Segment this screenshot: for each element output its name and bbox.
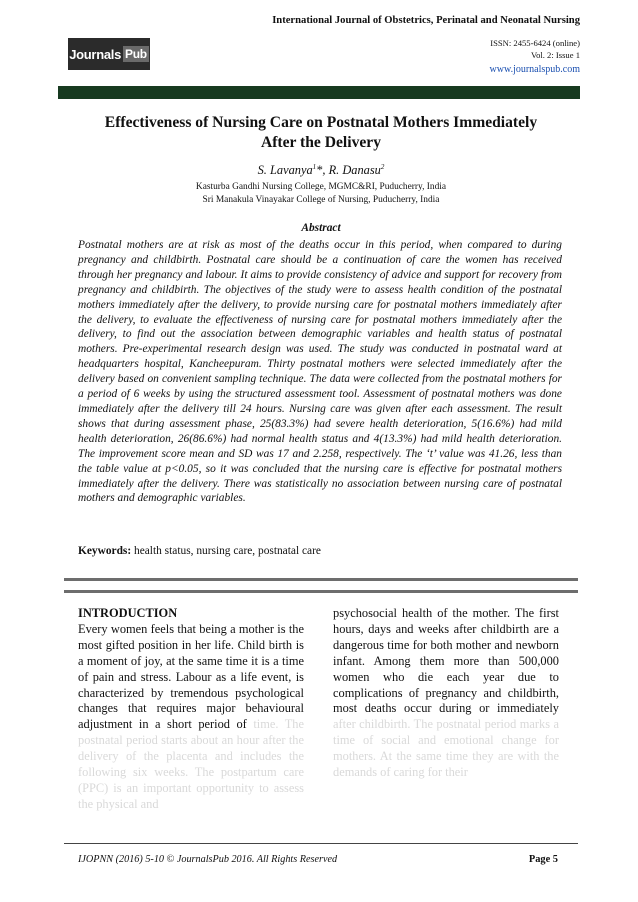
- keywords-text: health status, nursing care, postnatal care: [131, 545, 321, 557]
- logo-text: Journals: [69, 46, 122, 62]
- section-divider-bottom: [64, 590, 578, 593]
- article-title: [78, 113, 564, 153]
- journal-name: International Journal of Obstetrics, Perinatal and Neonatal Nursing: [272, 15, 580, 26]
- left-column-faded-text: time. The postnatal period starts about an hour after the delivery of the placenta and includes the following six weeks. The postpartum care (PPC) is an important opportunity to assess the physical and: [78, 717, 304, 811]
- abstract-heading: Abstract: [301, 222, 341, 234]
- corresponding-author-mark: *,: [316, 163, 329, 178]
- footer-citation: IJOPNN (2016) 5-10 © JournalsPub 2016. All Rights Reserved: [78, 854, 338, 865]
- left-column-text: Every women feels that being a mother is the most gifted position in her life. Child birth is a moment of joy, at the same time it is a time of pain and stress. Labour as a life event, is characterized by tremendous psychological changes that requires major behavioural adjustment in a short period of: [78, 621, 304, 732]
- keywords: [78, 545, 562, 557]
- header-band: [58, 86, 580, 99]
- affiliation-1: Kasturba Gandhi Nursing College, MGMC&RI, Puducherry, India: [195, 182, 447, 192]
- footer-rule: [64, 843, 578, 844]
- journal-issn: ISSN: 2455-6424 (online): [490, 38, 580, 48]
- page-number: Page 5: [528, 854, 558, 865]
- right-column-faded-text: after childbirth. The postnatal period marks a time of social and emotional change for mothers. At the same time they are with the demands of caring for their: [333, 717, 559, 780]
- title-line-1: Effectiveness of Nursing Care on Postnatal Mothers Immediately: [104, 114, 538, 131]
- journalspub-logo: [68, 38, 150, 70]
- section-divider-top: [64, 578, 578, 581]
- keywords-label: Keywords:: [78, 545, 132, 557]
- affiliation-2: Sri Manakula Vinayakar College of Nursing, Puducherry, India: [202, 195, 440, 205]
- journal-volume: Vol. 2: Issue 1: [530, 50, 580, 60]
- abstract-text: Postnatal mothers are at risk as most of the deaths occur in this period, when compared to during pregnancy and childbirth. Postnatal care should be a continuation of care the women has received through her pregnancy and labour. It aims to provide consistency of advice and support for recovery from pregnancy and childbirth. The objectives of the study were to assess health condition of the postnatal mothers immediately after the delivery, to provide nursing care for postnatal mothers immediately after the delivery, to evaluate the effectiveness of nursing care for postnatal mothers immediately after the delivery, to find out the association between demographic variables and health status of postnatal mothers. Pre-experimental research design was used. The study was conducted in postnatal ward at headquarters hospital, Kancheepuram. Thirty postnatal mothers were selected immediately after the delivery based on convenient sampling technique. The data were collected from the postnatal mothers for a period of 6 weeks by using the structured assessment tool. Assessment of postnatal mothers was done immediately after the delivery till 24 hours. Nursing care was given after each assessment. The result shows that during assessment phase, 25(83.3%) had severe health deterioration, 5(16.6%) had mild health deterioration, 26(86.6%) had normal health status and 4(13.3%) had mild health deterioration. The improvement score mean and SD was 17 and 2.258, respectively. The ‘t’ value was 41.26, less than the table value at p<0.05, so it was concluded that the nursing care is effective for postnatal mothers immediately after the delivery. There was statistically no association between nursing care of postnatal mothers and demographic variables.: [78, 239, 562, 505]
- left-column: [78, 606, 304, 813]
- journal-url-link[interactable]: www.journalspub.com: [489, 64, 580, 75]
- author-list: [78, 163, 564, 178]
- author-2: R. Danasu: [328, 163, 381, 178]
- right-column: [333, 606, 559, 781]
- author-1: S. Lavanya: [257, 163, 313, 178]
- introduction-heading: INTRODUCTION: [78, 606, 178, 620]
- title-line-2: After the Delivery: [260, 134, 382, 151]
- logo-pub: Pub: [125, 47, 147, 61]
- author-2-superscript: 2: [380, 163, 385, 171]
- right-column-text: psychosocial health of the mother. The first hours, days and weeks after childbirth are a dangerous time for both mother and newborn infant. Among them more than 500,000 women who die each year due to complications of pregnancy and childbirth, most deaths occur during or immediately: [333, 606, 559, 716]
- author-1-superscript: 1: [312, 163, 317, 171]
